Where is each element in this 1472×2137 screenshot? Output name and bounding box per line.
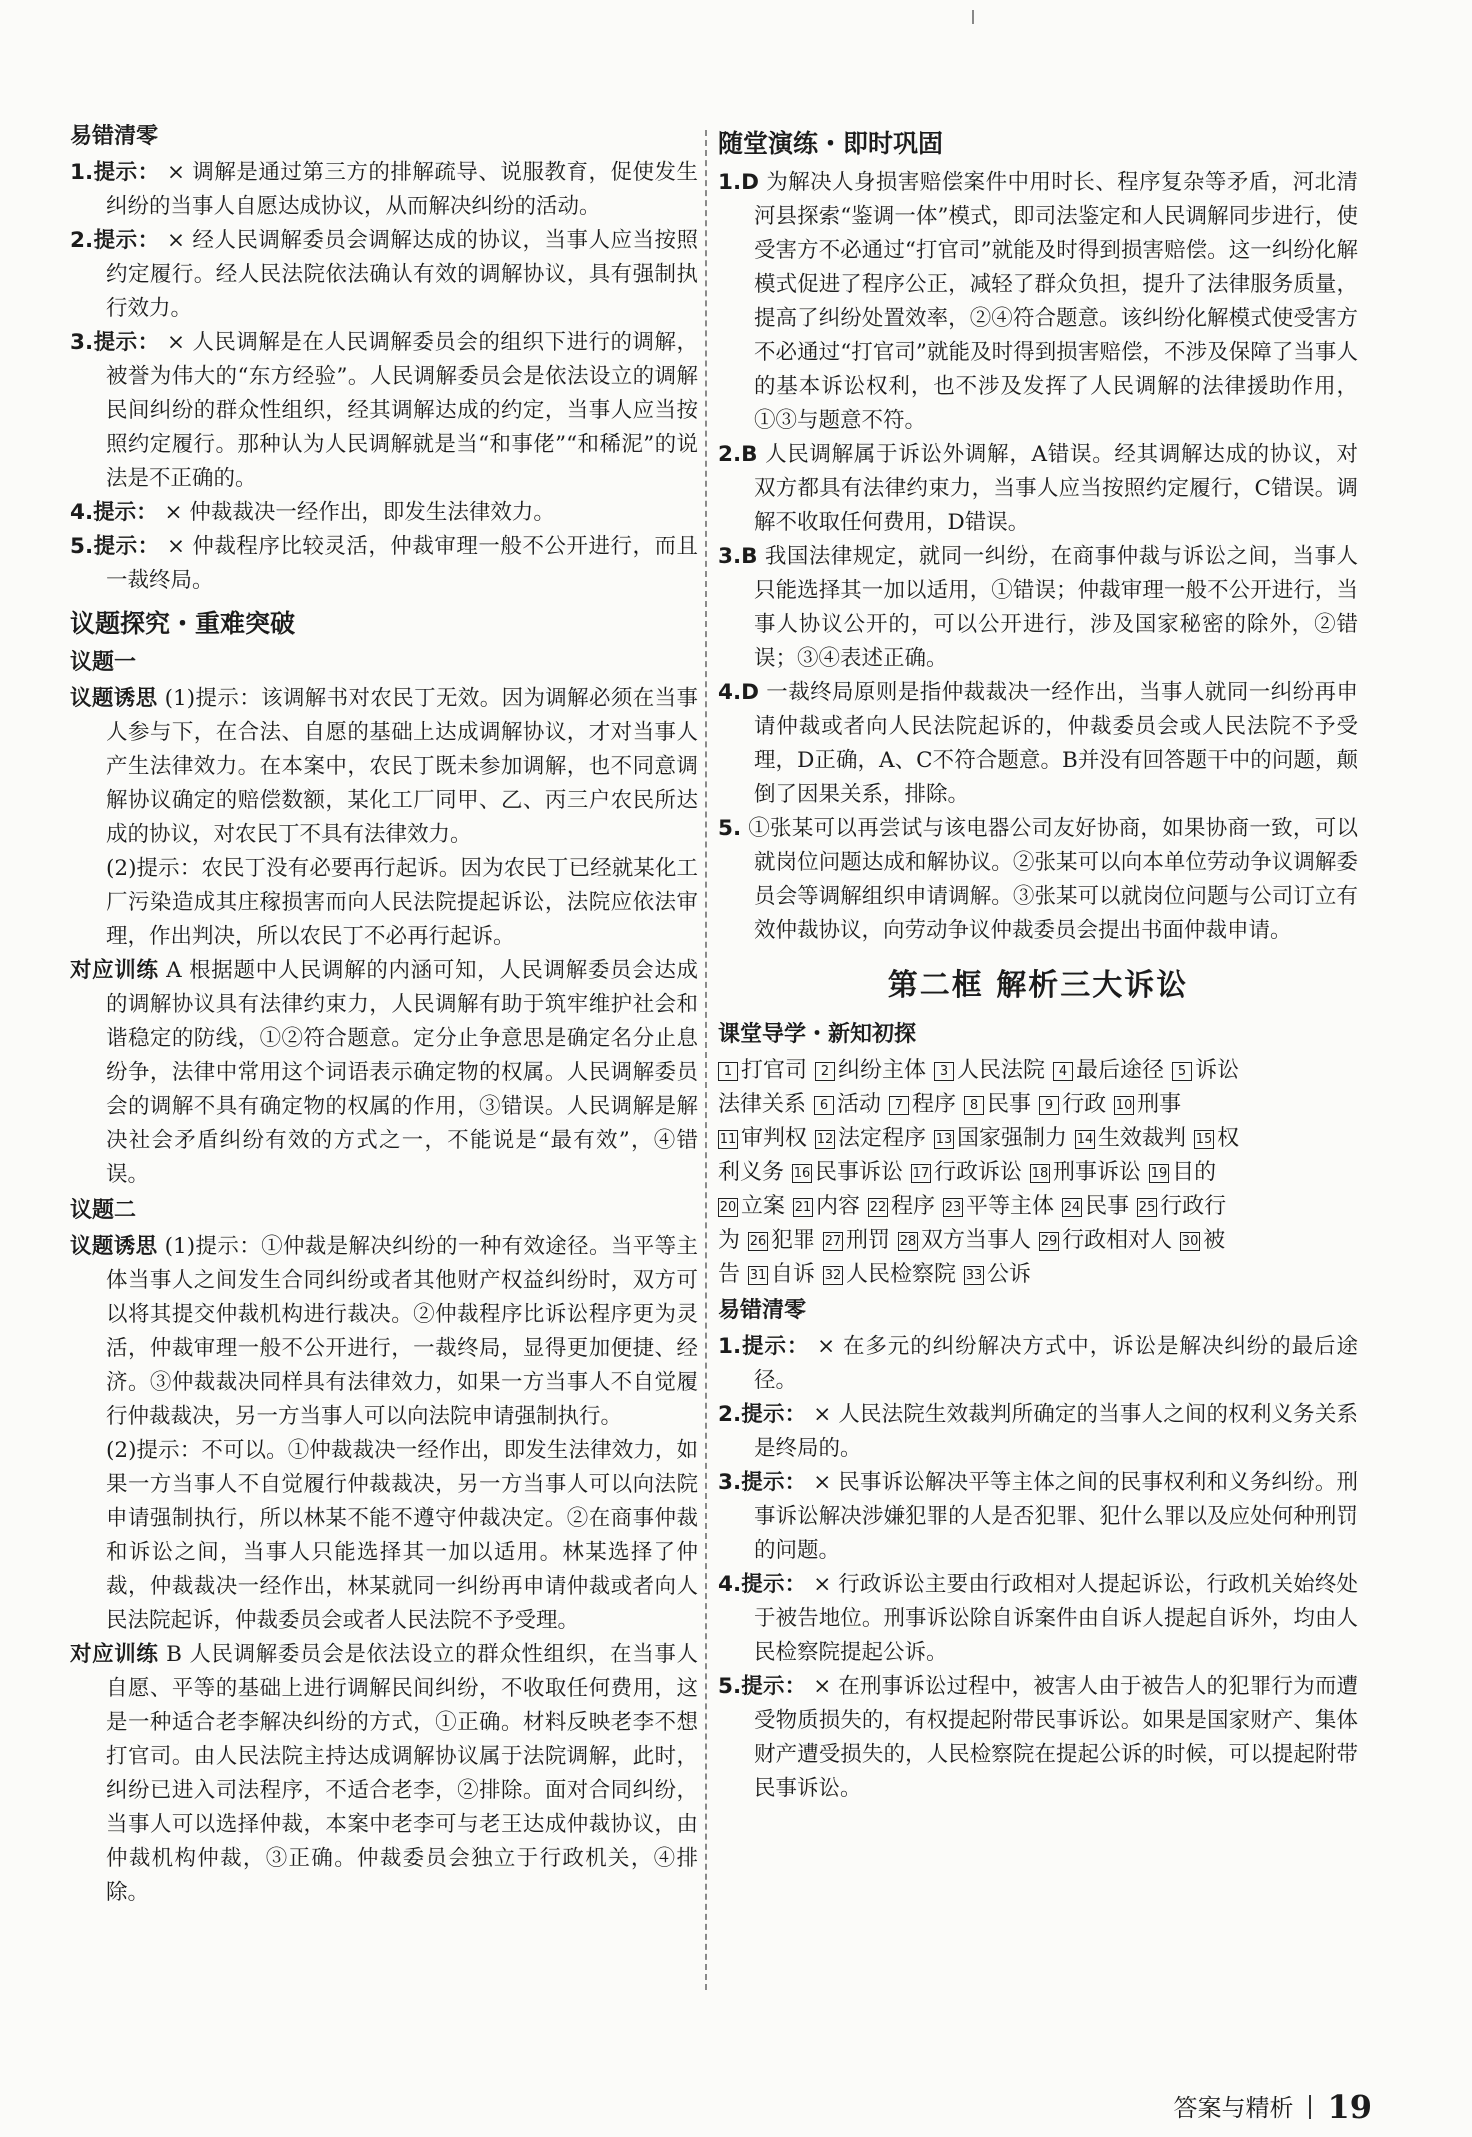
blank-answer: 平等主体	[966, 1194, 1055, 1219]
answer-label: 5.提示：	[70, 534, 160, 559]
blank-number: 4	[1053, 1062, 1073, 1081]
blank-line	[718, 1224, 1358, 1258]
answer-text: × 人民法院生效裁判所确定的当事人之间的权利义务关系是终局的。	[754, 1402, 1358, 1461]
blank-number: 25	[1138, 1200, 1156, 1215]
answer-label: 5.提示：	[718, 1674, 807, 1699]
blank-number: 1	[718, 1062, 738, 1081]
blank-item	[911, 1160, 1022, 1185]
blank-number: 13	[935, 1132, 953, 1147]
blank-number: 29	[1040, 1234, 1058, 1249]
blank-item	[718, 1160, 784, 1185]
blank-item	[1194, 1126, 1239, 1151]
blank-item	[1053, 1058, 1164, 1083]
answer-label: 2.B	[718, 442, 758, 467]
answer-label: 1.D	[718, 170, 759, 195]
blank-item	[815, 1126, 926, 1151]
errors-section	[718, 1294, 1358, 1806]
blank-item	[1039, 1228, 1172, 1253]
blank-answer: 生效裁判	[1098, 1126, 1187, 1151]
blank-item	[1180, 1228, 1225, 1253]
blank-answer: 行政	[1062, 1092, 1107, 1117]
answer-text: (1)提示：①仲裁是解决纠纷的一种有效途径。当平等主体当事人之间发生合同纠纷或者其他财产权益纠纷时，双方可以将其提交仲裁机构进行裁决。②仲裁程序比诉讼程序更为灵活，仲裁审理一般不公开进行，一裁终局，显得更加便捷、经济。③仲裁裁决同样具有法律效力，如果一方当事人不自觉履行仲裁裁决，另一方当事人可以向法院申请强制执行。	[106, 1234, 698, 1429]
blank-answer: 利义务	[718, 1160, 785, 1185]
scan-mark	[972, 10, 974, 24]
column-divider	[705, 130, 707, 1990]
blank-item	[889, 1092, 956, 1117]
answer-label: 2.提示：	[718, 1402, 807, 1427]
blank-number: 12	[816, 1132, 834, 1147]
blank-item	[748, 1262, 815, 1287]
blank-item	[815, 1058, 926, 1083]
answer-item	[70, 682, 698, 852]
blank-line	[718, 1190, 1358, 1224]
answer-text: × 调解是通过第三方的排解疏导、说服教育，促使发生纠纷的当事人自愿达成协议，从而解决纠纷的活动。	[106, 160, 698, 219]
blank-item	[718, 1262, 740, 1287]
answer-item	[70, 496, 698, 530]
blank-answer: 行政诉讼	[934, 1160, 1023, 1185]
answer-text: × 在多元的纠纷解决方式中，诉讼是解决纠纷的最后途径。	[754, 1334, 1358, 1393]
blank-item	[868, 1194, 935, 1219]
blank-answer: 自诉	[771, 1262, 816, 1287]
blank-number: 27	[824, 1234, 842, 1249]
blank-number: 16	[793, 1166, 811, 1181]
blank-line	[718, 1088, 1358, 1122]
blank-item	[1030, 1160, 1141, 1185]
answer-label: 3.B	[718, 544, 758, 569]
blank-answer: 刑事	[1137, 1092, 1182, 1117]
blank-item	[1149, 1160, 1216, 1185]
blank-answer: 双方当事人	[921, 1228, 1032, 1253]
answer-text: A 根据题中人民调解的内涵可知，人民调解委员会达成的调解协议具有法律约束力，人民调解有助于筑牢维护社会和谐稳定的防线，①②符合题意。定分止争意思是确定名分止息纷争，法律中常用这个词语表示确定物的权属。人民调解委员会的调解不具有确定物的权属的作用，③错误。人民调解是解决社会矛盾纠纷有效的方式之一，不能说是“最有效”，④错误。	[106, 958, 698, 1187]
page-footer	[1173, 2088, 1372, 2126]
blank-item	[964, 1262, 1031, 1287]
answer-text: B 人民调解委员会是依法设立的群众性组织，在当事人自愿、平等的基础上进行调解民间纠纷，不收取任何费用，这是一种适合老李解决纠纷的方式，①正确。材料反映老李不想打官司。由人民法院主持达成调解协议属于法院调解，此时，纠纷已进入司法程序，不适合老李，②排除。面对合同纠纷，当事人可以选择仲裁，本案中老李可与老王达成仲裁协议，由仲裁机构仲裁，③正确。仲裁委员会独立于行政机关，④排除。	[106, 1642, 698, 1905]
blank-number: 17	[912, 1166, 930, 1181]
answer-text: × 民事诉讼解决平等主体之间的民事权利和义务纠纷。刑事诉讼解决涉嫌犯罪的人是否犯罪、犯什么罪以及应处何种刑罚的问题。	[754, 1470, 1358, 1563]
subheading: 议题二	[70, 1198, 137, 1223]
blank-answer: 公诉	[987, 1262, 1032, 1287]
answer-item	[70, 156, 698, 224]
blank-answer: 最后途径	[1076, 1058, 1165, 1083]
blank-answer: 法律关系	[718, 1092, 807, 1117]
blank-line	[718, 1122, 1358, 1156]
blank-answer: 刑事诉讼	[1053, 1160, 1142, 1185]
blank-number: 8	[964, 1096, 984, 1115]
blank-answer: 打官司	[741, 1058, 808, 1083]
answer-label: 对应训练	[70, 958, 159, 983]
blank-number: 11	[719, 1132, 737, 1147]
blank-answer: 行政相对人	[1062, 1228, 1173, 1253]
blank-number: 22	[869, 1200, 887, 1215]
answer-item	[718, 1330, 1358, 1398]
blank-answer: 法定程序	[838, 1126, 927, 1151]
blank-answer: 审判权	[741, 1126, 808, 1151]
answer-item	[70, 326, 698, 496]
blank-number: 10	[1115, 1098, 1133, 1113]
blank-answer: 民事诉讼	[815, 1160, 904, 1185]
answer-text: × 行政诉讼主要由行政相对人提起诉讼，行政机关始终处于被告地位。刑事诉讼除自诉案件由自诉人提起自诉外，均由人民检察院提起公诉。	[754, 1572, 1358, 1665]
blank-number: 7	[889, 1096, 909, 1115]
blank-number: 28	[899, 1234, 917, 1249]
blank-item	[898, 1228, 1031, 1253]
answer-label: 4.D	[718, 680, 759, 705]
blank-number: 23	[944, 1200, 962, 1215]
blank-answer: 立案	[741, 1194, 786, 1219]
blank-answer: 活动	[837, 1092, 882, 1117]
section-heading: 随堂演练・即时巩固	[718, 129, 944, 158]
answer-item	[718, 812, 1358, 948]
fill-blank-answers	[718, 1054, 1358, 1292]
blank-answer: 告	[718, 1262, 741, 1287]
blank-number: 30	[1181, 1234, 1199, 1249]
answer-text: × 仲裁程序比较灵活，仲裁审理一般不公开进行，而且一裁终局。	[106, 534, 698, 593]
blank-number: 31	[749, 1268, 767, 1283]
blank-item	[1114, 1092, 1181, 1117]
answer-label: 议题诱思	[70, 1234, 158, 1259]
answer-item	[718, 1568, 1358, 1670]
answer-text: × 在刑事诉讼过程中，被害人由于被告人的犯罪行为而遭受物质损失的，有权提起附带民事诉讼。如果是国家财产、集体财产遭受损失的，人民检察院在提起公诉的时候，可以提起附带民事诉讼。	[754, 1674, 1358, 1801]
blank-line	[718, 1156, 1358, 1190]
left-column	[70, 118, 698, 1910]
answer-item	[718, 166, 1358, 438]
answer-item	[718, 540, 1358, 676]
blank-item	[718, 1058, 807, 1083]
blank-answer: 人民检察院	[846, 1262, 957, 1287]
blank-number: 2	[815, 1062, 835, 1081]
answer-text: 为解决人身损害赔偿案件中用时长、程序复杂等矛盾，河北清河县探索“鉴调一体”模式，即司法鉴定和人民调解同步进行，使受害方不必通过“打官司”就能及时得到损害赔偿。这一纠纷化解模式促进了程序公正，减轻了群众负担，提升了法律服务质量，提高了纠纷处置效率，②④符合题意。该纠纷化解模式使受害方不必通过“打官司”就能及时得到损害赔偿，不涉及保障了当事人的基本诉讼权利，也不涉及发挥了人民调解的法律援助作用，①③与题意不符。	[754, 170, 1358, 433]
answer-text: (1)提示：该调解书对农民丁无效。因为调解必须在当事人参与下，在合法、自愿的基础上达成调解协议，才对当事人产生法律效力。在本案中，农民丁既未参加调解，也不同意调解协议确定的赔偿数额，某化工厂同甲、乙、丙三户农民所达成的协议，对农民丁不具有法律效力。	[106, 686, 698, 847]
blank-answer: 程序	[891, 1194, 936, 1219]
blank-item	[1039, 1092, 1106, 1117]
blank-number: 26	[749, 1234, 767, 1249]
page-number: 19	[1327, 2088, 1372, 2126]
answer-label: 议题诱思	[70, 686, 158, 711]
answer-item	[718, 1466, 1358, 1568]
answer-item	[70, 1638, 698, 1910]
blank-answer: 内容	[816, 1194, 861, 1219]
blank-answer: 目的	[1172, 1160, 1217, 1185]
blank-number: 3	[934, 1062, 954, 1081]
blank-number: 19	[1150, 1166, 1168, 1181]
blank-item	[718, 1126, 807, 1151]
blank-item	[943, 1194, 1054, 1219]
blank-number: 21	[794, 1200, 812, 1215]
blank-answer: 为	[718, 1228, 741, 1253]
blank-answer: 纠纷主体	[838, 1058, 927, 1083]
answer-label: 5.	[718, 816, 742, 841]
blank-answer: 民事	[987, 1092, 1032, 1117]
blank-number: 32	[824, 1268, 842, 1283]
blank-item	[1062, 1194, 1129, 1219]
answer-text: 人民调解属于诉讼外调解，A错误。经其调解达成的协议，对双方都具有法律约束力，当事人应当按照约定履行，C错误。调解不收取任何费用，D错误。	[754, 442, 1358, 535]
blank-number: 9	[1039, 1096, 1059, 1115]
blank-item	[823, 1262, 956, 1287]
blank-item	[823, 1228, 890, 1253]
subheading: 易错清零	[70, 124, 159, 149]
blank-line	[718, 1258, 1358, 1292]
blank-item	[814, 1092, 881, 1117]
blank-answer: 程序	[912, 1092, 957, 1117]
blank-item	[1075, 1126, 1186, 1151]
answer-label: 3.提示：	[70, 330, 160, 355]
blank-number: 20	[719, 1200, 737, 1215]
blank-number: 14	[1076, 1132, 1094, 1147]
blank-answer: 行政行	[1160, 1194, 1227, 1219]
blank-item	[718, 1194, 785, 1219]
answer-label: 1.提示：	[718, 1334, 810, 1359]
practice-section	[718, 124, 1358, 948]
answer-label: 对应训练	[70, 1642, 159, 1667]
blank-item	[718, 1092, 806, 1117]
answer-text: × 经人民调解委员会调解达成的协议，当事人应当按照约定履行。经人民法院依法确认有效的调解协议，具有强制执行效力。	[106, 228, 698, 321]
blank-number: 6	[814, 1096, 834, 1115]
answer-item	[718, 676, 1358, 812]
answer-item	[70, 224, 698, 326]
answer-item	[70, 530, 698, 598]
answer-text: ①张某可以再尝试与该电器公司友好协商，如果协商一致，可以就岗位问题达成和解协议。②张某可以向本单位劳动争议调解委员会等调解组织申请调解。③张某可以就岗位问题与公司订立有效仲裁协议，向劳动争议仲裁委员会提出书面仲裁申请。	[748, 816, 1358, 943]
answer-label: 4.提示：	[718, 1572, 807, 1597]
right-column	[718, 118, 1358, 1806]
blank-number: 5	[1172, 1062, 1192, 1081]
footer-separator	[1309, 2095, 1311, 2119]
blank-item	[1172, 1058, 1239, 1083]
footer-label: 答案与精析	[1173, 2094, 1294, 2122]
blank-line	[718, 1054, 1358, 1088]
blank-answer: 刑罚	[846, 1228, 891, 1253]
blank-number: 15	[1195, 1132, 1213, 1147]
subheading: 易错清零	[718, 1298, 807, 1323]
blank-answer: 国家强制力	[957, 1126, 1068, 1151]
guide-heading: 课堂导学・新知初探	[718, 1022, 917, 1047]
blank-answer: 民事	[1085, 1194, 1130, 1219]
answer-text: × 人民调解是在人民调解委员会的组织下进行的调解，被誉为伟大的“东方经验”。人民调解委员会是依法设立的调解民间纠纷的群众性组织，经其调解达成的约定，当事人应当按照约定履行。那种认为人民调解就是当“和事佬”“和稀泥”的说法是不正确的。	[106, 330, 698, 491]
blank-item	[792, 1160, 903, 1185]
section-heading: 议题探究・重难突破	[70, 609, 296, 638]
answer-continuation: (2)提示：不可以。①仲裁裁决一经作出，即发生法律效力，如果一方当事人不自觉履行仲裁裁决，另一方当事人可以向法院申请强制执行，所以林某不能不遵守仲裁决定。②在商事仲裁和诉讼之间，当事人只能选择其一加以适用。林某选择了仲裁，仲裁裁决一经作出，林某就同一纠纷再申请仲裁或者向人民法院起诉，仲裁委员会或者人民法院不予受理。	[106, 1438, 698, 1633]
answer-text: 一裁终局原则是指仲裁裁决一经作出，当事人就同一纠纷再申请仲裁或者向人民法院起诉的，仲裁委员会或人民法院不予受理，D正确，A、C不符合题意。B并没有回答题干中的问题，颠倒了因果关系，排除。	[754, 680, 1358, 807]
blank-item	[1137, 1194, 1226, 1219]
blank-item	[934, 1058, 1045, 1083]
answer-item	[718, 1398, 1358, 1466]
answer-item	[70, 1230, 698, 1434]
blank-answer: 犯罪	[771, 1228, 816, 1253]
blank-answer: 权	[1217, 1126, 1240, 1151]
blank-number: 33	[965, 1268, 983, 1283]
blank-item	[964, 1092, 1031, 1117]
answer-label: 3.提示：	[718, 1470, 807, 1495]
blank-answer: 被	[1203, 1228, 1226, 1253]
blank-answer: 诉讼	[1195, 1058, 1240, 1083]
answer-item	[70, 954, 698, 1192]
answer-continuation: (2)提示：农民丁没有必要再行起诉。因为农民丁已经就某化工厂污染造成其庄稼损害而向人民法院提起诉讼，法院应依法审理，作出判决，所以农民丁不必再行起诉。	[106, 856, 698, 949]
answer-item	[718, 1670, 1358, 1806]
answer-item	[718, 438, 1358, 540]
answer-label: 2.提示：	[70, 228, 160, 253]
subheading: 议题一	[70, 650, 137, 675]
blank-item	[748, 1228, 815, 1253]
answer-text: 我国法律规定，就同一纠纷，在商事仲裁与诉讼之间，当事人只能选择其一加以适用，①错误；仲裁审理一般不公开进行，当事人协议公开的，可以公开进行，涉及国家秘密的除外，②错误；③④表述正确。	[754, 544, 1358, 671]
answer-label: 1.提示：	[70, 160, 160, 185]
blank-item	[793, 1194, 860, 1219]
answer-label: 4.提示：	[70, 500, 158, 525]
blank-number: 24	[1063, 1200, 1081, 1215]
answer-text: × 仲裁裁决一经作出，即发生法律效力。	[164, 500, 555, 525]
blank-item	[934, 1126, 1067, 1151]
chapter-title: 第二框 解析三大诉讼	[887, 968, 1189, 1003]
blank-item	[718, 1228, 740, 1253]
blank-answer: 人民法院	[957, 1058, 1046, 1083]
blank-number: 18	[1031, 1166, 1049, 1181]
